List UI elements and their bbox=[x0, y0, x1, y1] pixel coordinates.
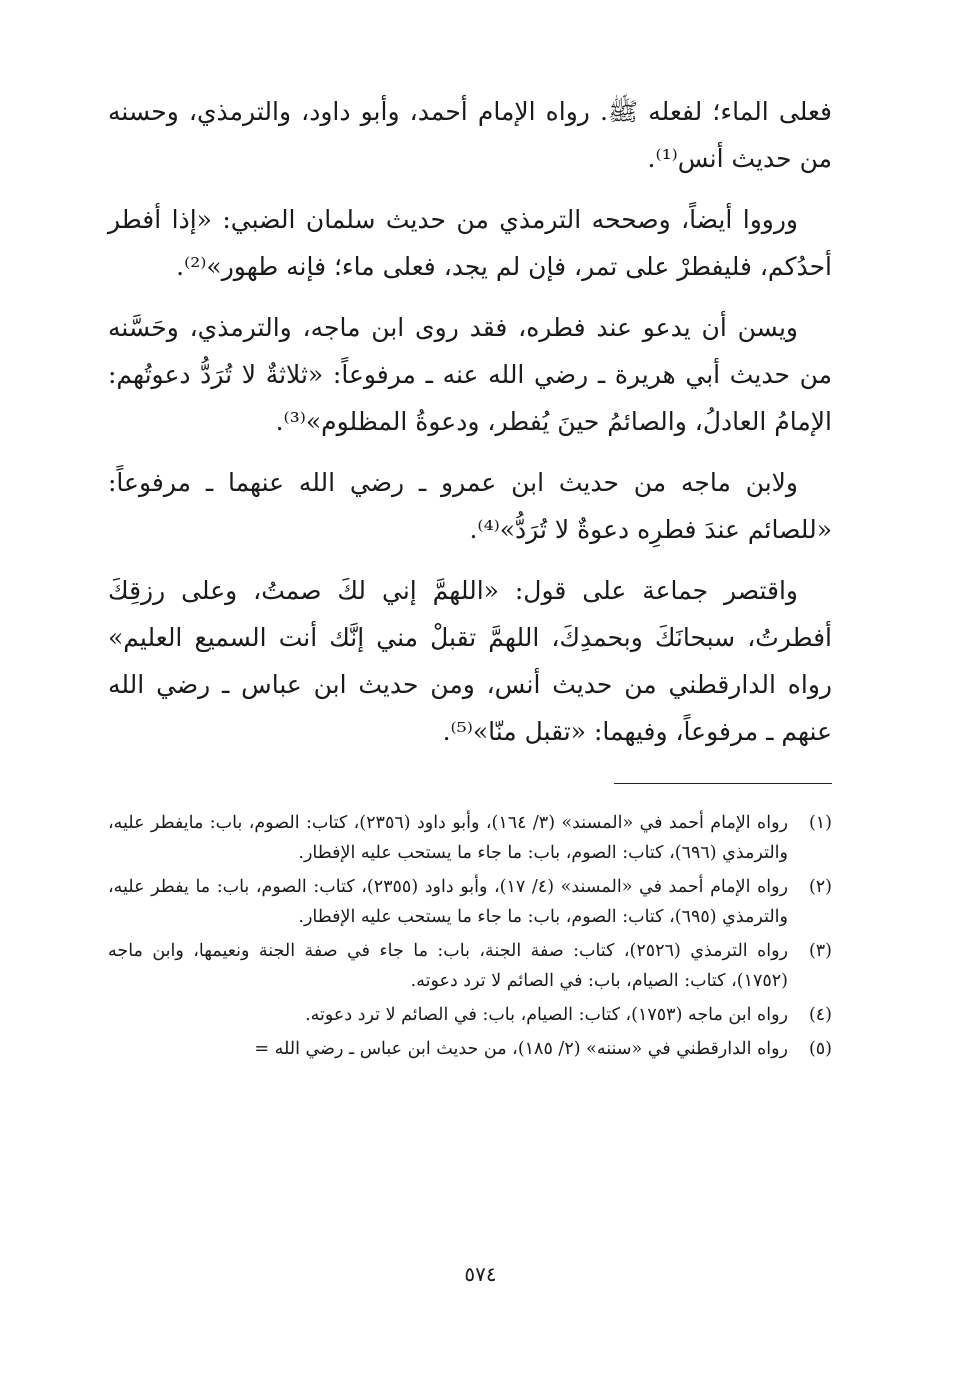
footnote-number: (٤) bbox=[808, 1005, 832, 1025]
footnote-text: رواه الإمام أحمد في «المسند» (٤/ ١٧)، وأبو داود (٢٣٥٥)، كتاب: الصوم، باب: ما يفطر عليه، والترمذي (٦٩٥)، كتاب: الصوم، باب: ما جاء ما يستحب عليه الإفطار. bbox=[108, 877, 788, 927]
body-paragraph: ولابن ماجه من حديث ابن عمرو ـ رضي الله عنهما ـ مرفوعاً: «للصائم عندَ فطرِه دعوةٌ لا تُرَدُّ»⁽⁴⁾. bbox=[108, 468, 832, 544]
body-paragraph: ويسن أن يدعو عند فطره، فقد روى ابن ماجه، والترمذي، وحَسَّنه من حديث أبي هريرة ـ رضي الله عنه ـ مرفوعاً: «ثلاثةٌ لا تُرَدُّ دعوتُهم: الإمامُ العادلُ، والصائمُ حينَ يُفطر، ودعوةُ المظلوم»⁽³⁾. bbox=[108, 313, 832, 436]
footnote bbox=[108, 872, 832, 932]
footnote-text: رواه الترمذي (٢٥٢٦)، كتاب: صفة الجنة، باب: ما جاء في صفة الجنة ونعيمها، وابن ماجه (١٧٥٢)، كتاب: الصيام، باب: في الصائم لا ترد دعوته. bbox=[108, 941, 788, 991]
footnote-text: رواه الإمام أحمد في «المسند» (٣/ ١٦٤)، وأبو داود (٢٣٥٦)، كتاب: الصوم، باب: مايفطر عليه، والترمذي (٦٩٦)، كتاب: الصوم، باب: ما جاء ما يستحب عليه الإفطار. bbox=[108, 813, 788, 863]
footnote bbox=[108, 936, 832, 996]
footnote bbox=[108, 1034, 832, 1064]
page-number: ٥٧٤ bbox=[464, 1262, 497, 1286]
page-content bbox=[108, 88, 832, 1068]
body-paragraph: واقتصر جماعة على قول: «اللهمَّ إني لكَ صمتُ، وعلى رزقِكَ أفطرتُ، سبحانَكَ وبحمدِكَ، اللهمَّ تقبلْ مني إنَّك أنت السميع العليم» رواه الدارقطني من حديث أنس، ومن حديث ابن عباس ـ رضي الله عنهم ـ مرفوعاً، وفيهما: «تقبل منّا»⁽⁵⁾. bbox=[108, 576, 832, 746]
footnote-separator bbox=[614, 783, 832, 784]
footnote-number: (٢) bbox=[808, 877, 832, 897]
body-paragraph: فعلى الماء؛ لفعله ﷺ. رواه الإمام أحمد، وأبو داود، والترمذي، وحسنه من حديث أنس⁽¹⁾. bbox=[108, 97, 832, 173]
footnote-number: (٣) bbox=[808, 941, 832, 961]
footnote bbox=[108, 808, 832, 868]
footnote-number: (٥) bbox=[808, 1039, 832, 1059]
footnotes bbox=[108, 808, 832, 1064]
body-paragraph: ورووا أيضاً، وصححه الترمذي من حديث سلمان الضبي: «إذا أفطر أحدُكم، فليفطرْ على تمر، فإن لم يجد، فعلى ماء؛ فإنه طهور»⁽²⁾. bbox=[108, 205, 832, 281]
footnote bbox=[108, 1000, 832, 1030]
footnote-number: (١) bbox=[808, 813, 832, 833]
footnote-text: رواه الدارقطني في «سننه» (٢/ ١٨٥)، من حديث ابن عباس ـ رضي الله = bbox=[254, 1039, 788, 1059]
footnote-text: رواه ابن ماجه (١٧٥٣)، كتاب: الصيام، باب: في الصائم لا ترد دعوته. bbox=[305, 1005, 788, 1025]
